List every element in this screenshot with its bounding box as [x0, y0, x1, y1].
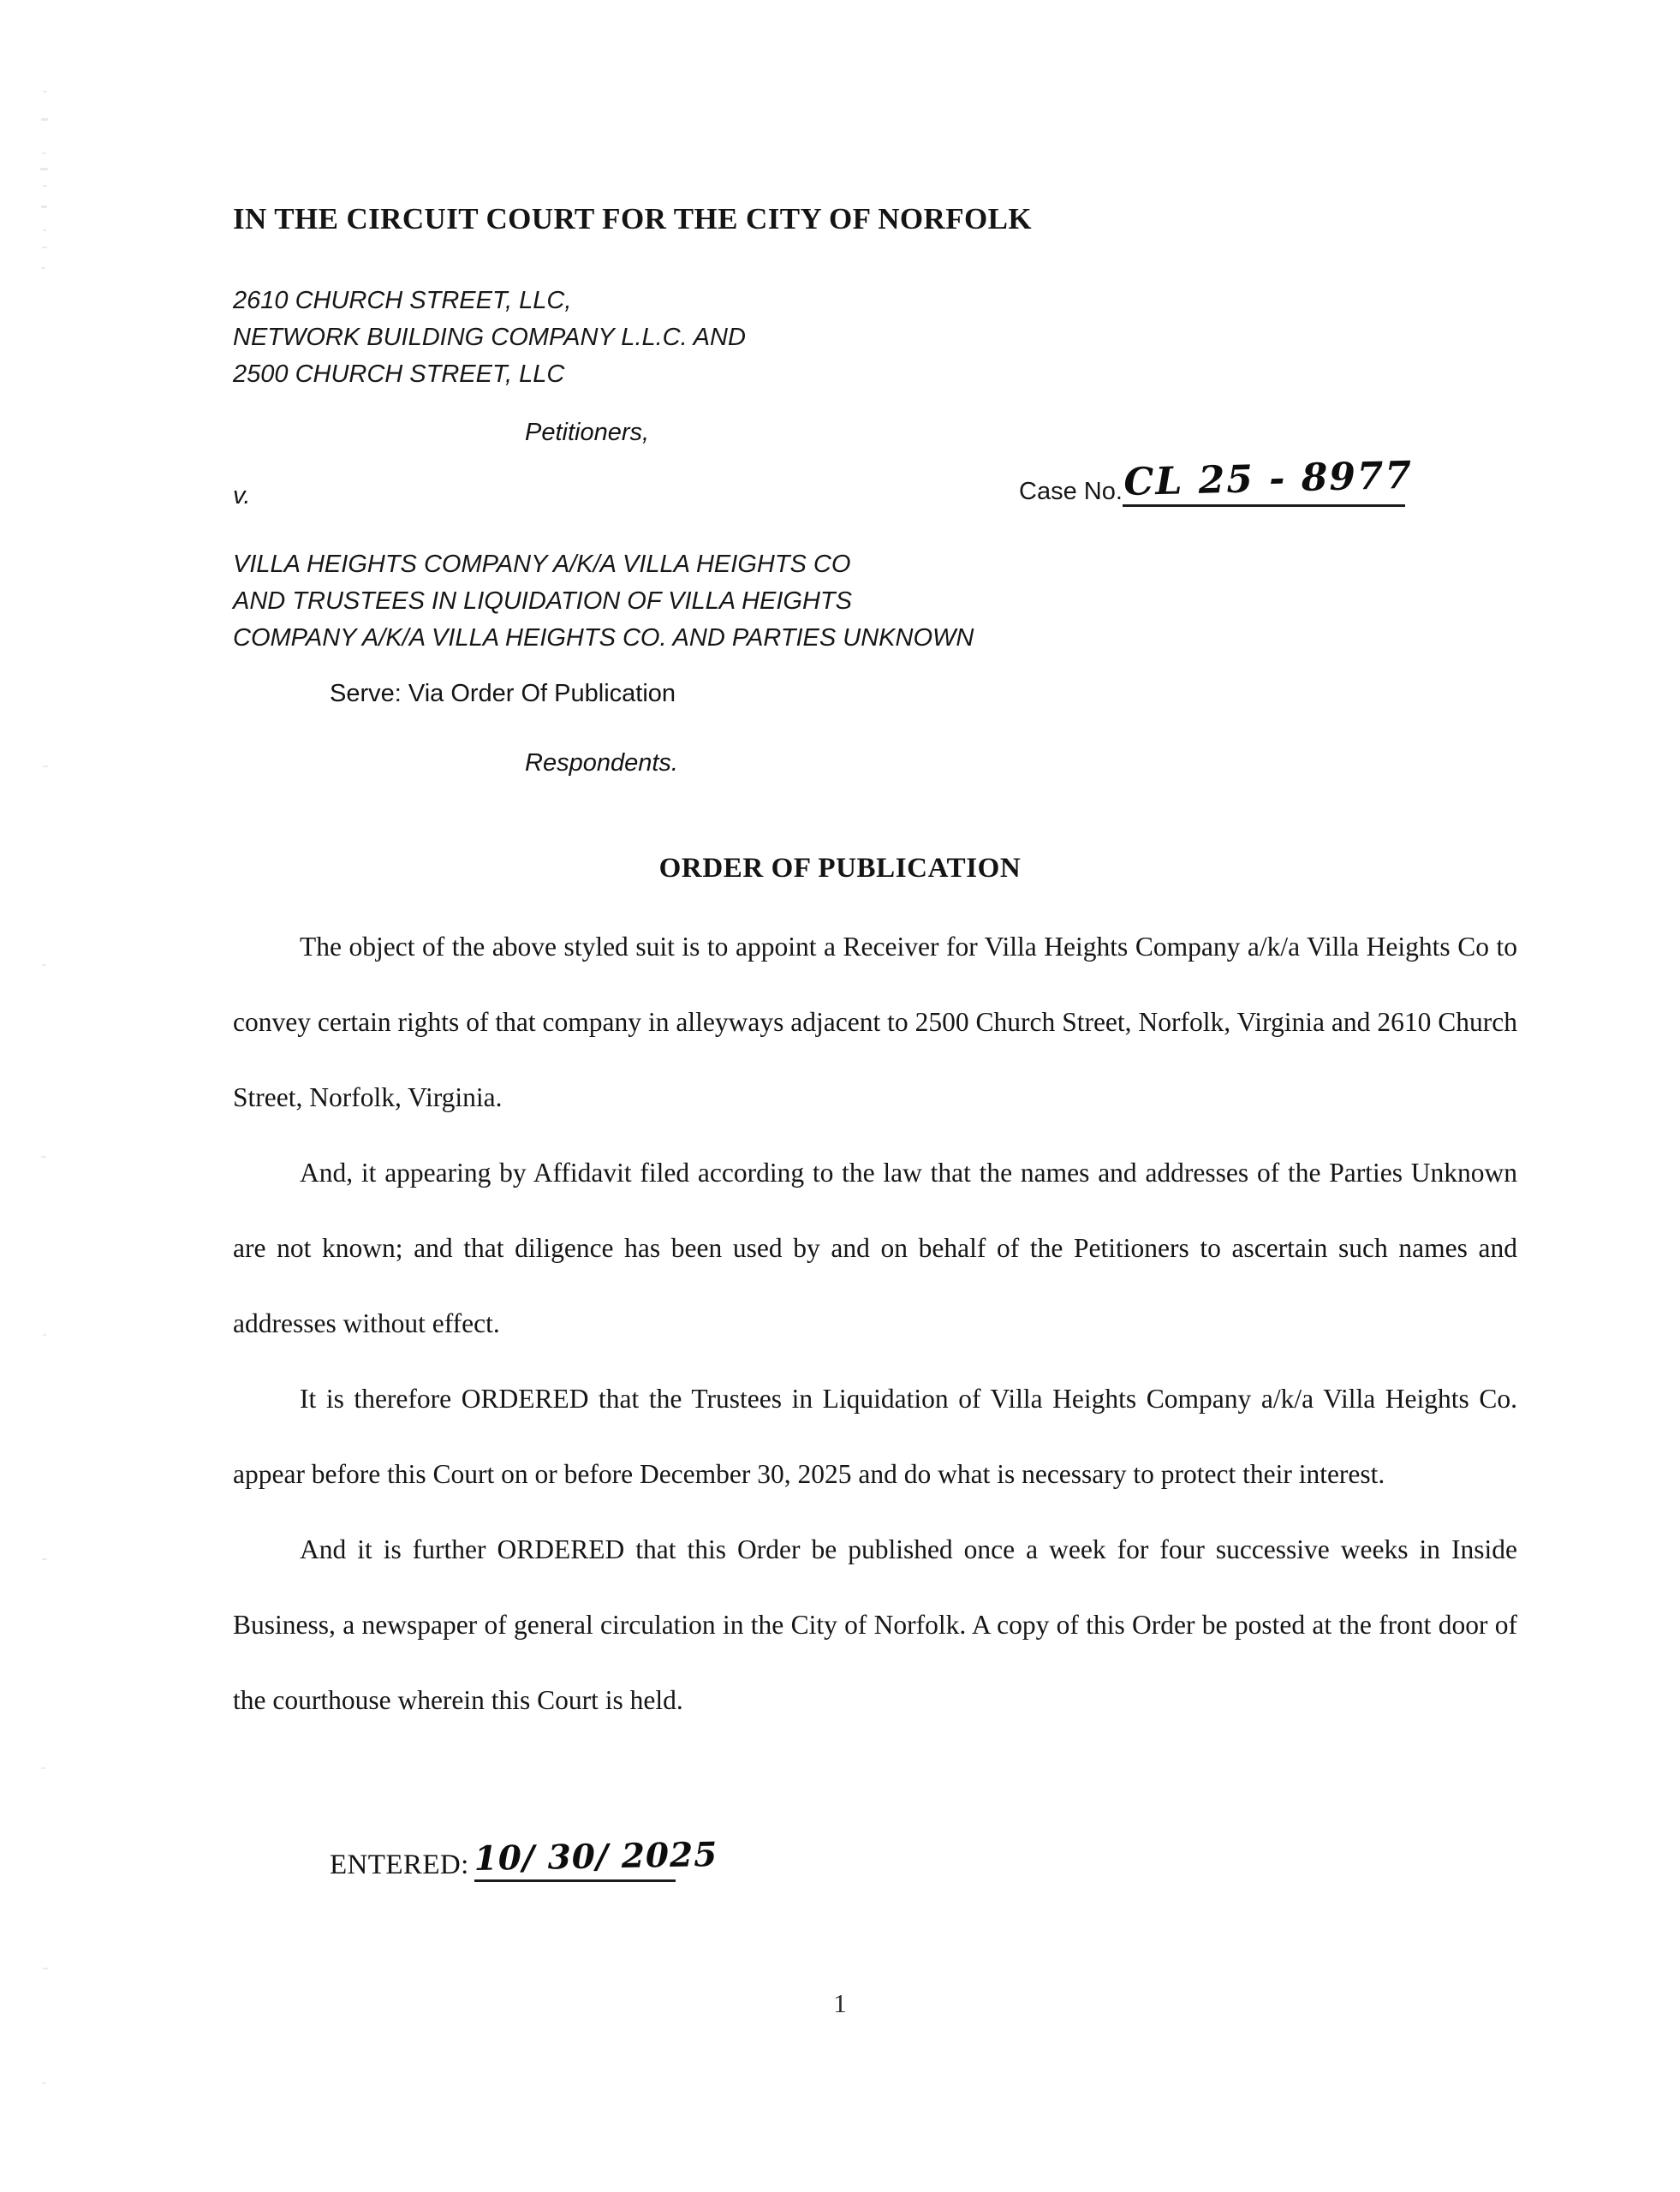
entered-label: ENTERED: — [330, 1850, 469, 1880]
entered-date-field[interactable] — [473, 1835, 718, 1882]
petitioner-name: 2500 CHURCH STREET, LLC — [233, 360, 565, 388]
body-paragraph: And it is further ORDERED that this Order be published once a week for four successive weeks in Inside Business, a newspaper of general circulation in the City of Norfolk. A copy of this Order be posted at the front door of the courthouse wherein this Court is held. — [233, 1534, 1517, 1715]
case-number-label: Case No. — [1019, 478, 1123, 505]
respondents-block — [233, 546, 974, 657]
serve-instruction: Serve: Via Order Of Publication — [330, 680, 676, 707]
order-heading: ORDER OF PUBLICATION — [658, 853, 1022, 884]
page-number: 1 — [833, 1988, 847, 2018]
body-paragraph: It is therefore ORDERED that the Trustees in Liquidation of Villa Heights Company a/k/a Villa Heights Co. appear before this Court on or before December 30, 2025 and do what is necessary to protect their interest. — [233, 1384, 1517, 1489]
versus-label: v. — [233, 482, 251, 509]
case-number-value: CL 25 - 8977 — [1123, 453, 1414, 504]
petitioners-block — [233, 283, 746, 393]
respondent-name: VILLA HEIGHTS COMPANY A/K/A VILLA HEIGHTS CO — [233, 551, 851, 578]
entered-row — [330, 1835, 718, 1882]
petitioner-name: 2610 CHURCH STREET, LLC, — [233, 287, 572, 314]
case-number-field[interactable] — [1123, 453, 1414, 507]
body-paragraph: The object of the above styled suit is to appoint a Receiver for Villa Heights Company a/k/a Villa Heights Co to convey certain rights of that company in alleyways adjacent to 2500 Church Street, Norfolk, Virginia and 2610 Church Street, Norfolk, Virginia. — [233, 932, 1517, 1112]
petitioner-name: NETWORK BUILDING COMPANY L.L.C. AND — [233, 324, 746, 351]
body-paragraph: And, it appearing by Affidavit filed according to the law that the names and addresses of the Parties Unknown are not known; and that diligence has been used by and on behalf of the Petitioners to ascertain such names and addresses without effect. — [233, 1158, 1517, 1338]
petitioners-label: Petitioners, — [525, 419, 650, 446]
court-title: IN THE CIRCUIT COURT FOR THE CITY OF NORFOLK — [233, 202, 1033, 235]
order-body — [233, 909, 1517, 1738]
entered-date-value: 10/ 30/ 2025 — [473, 1835, 718, 1879]
respondent-name: COMPANY A/K/A VILLA HEIGHTS CO. AND PARTIES UNKNOWN — [233, 624, 974, 652]
case-number-row — [1019, 453, 1414, 507]
respondents-label: Respondents. — [525, 749, 678, 777]
respondent-name: AND TRUSTEES IN LIQUIDATION OF VILLA HEIGHTS — [233, 587, 852, 615]
